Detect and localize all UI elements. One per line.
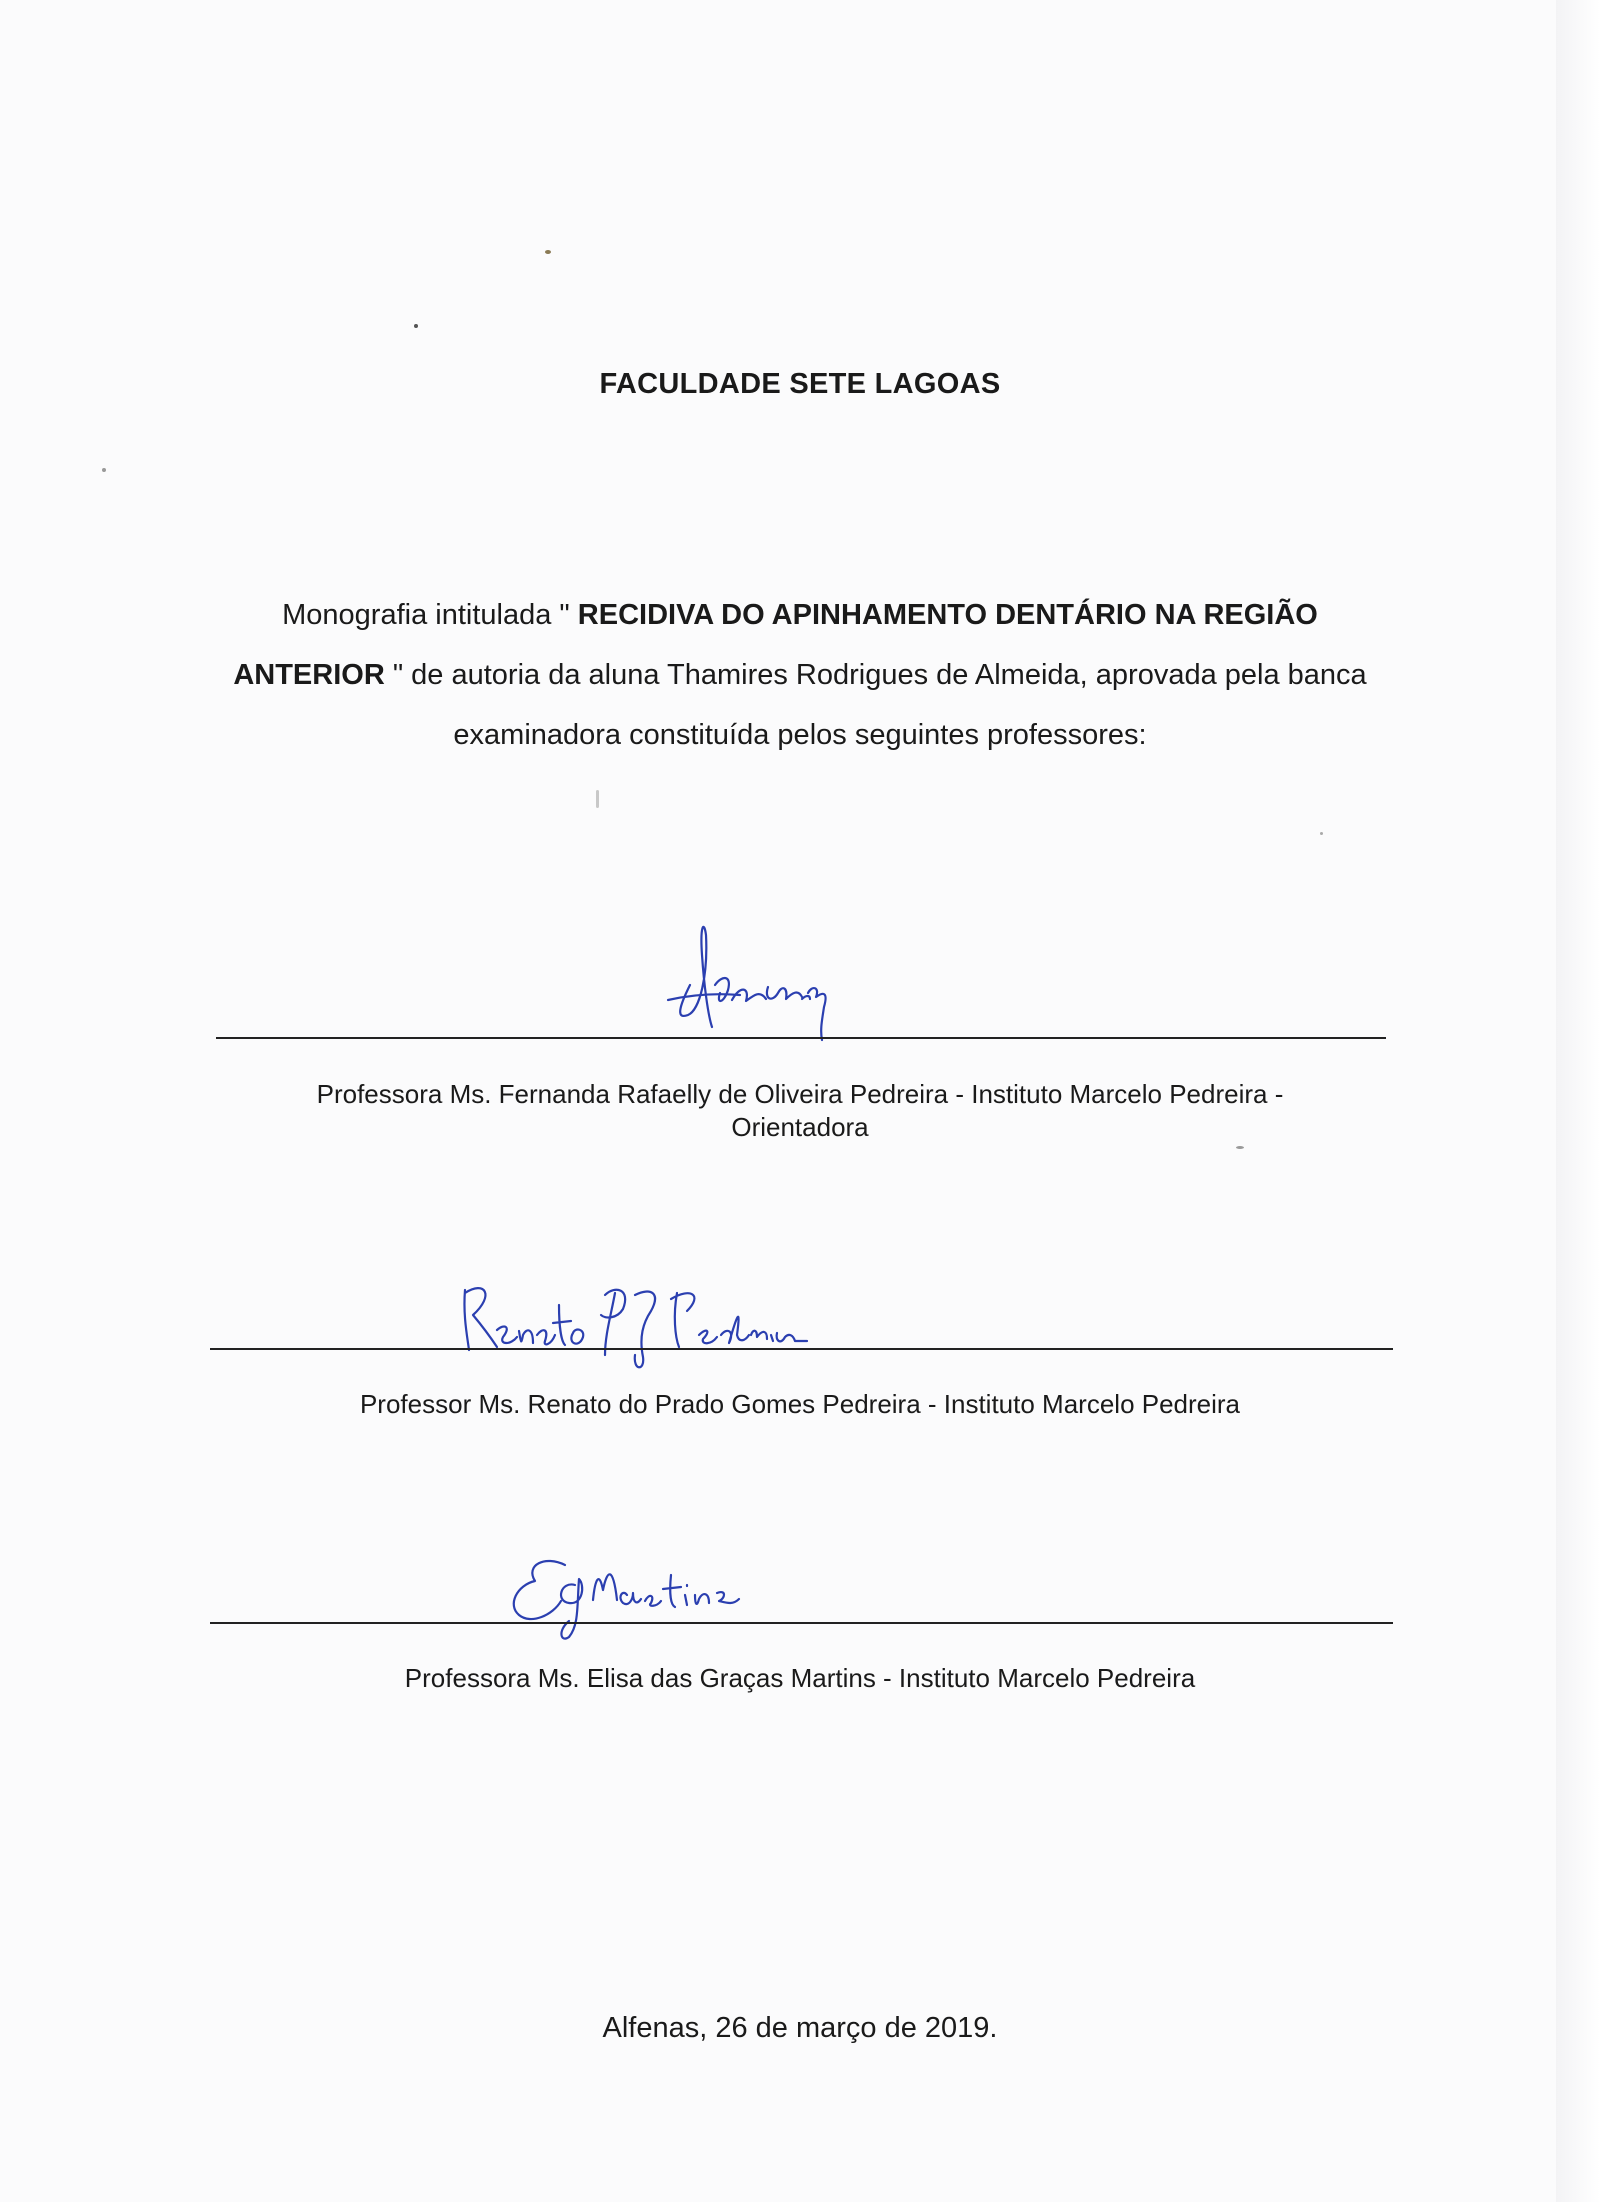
signature-elisa — [505, 1545, 805, 1645]
scan-speck — [1236, 1146, 1244, 1149]
examiner-3-name: Professora Ms. Elisa das Graças Martins - Instituto Marcelo Pedreira — [404, 1663, 1196, 1693]
institution-title: FACULDADE SETE LAGOAS — [599, 368, 1001, 400]
examiner-2-name: Professor Ms. Renato do Prado Gomes Pedreira - Instituto Marcelo Pedreira — [359, 1389, 1241, 1419]
scan-speck — [414, 324, 418, 328]
signature-line-1 — [216, 1037, 1386, 1039]
examiner-2-caption — [170, 1388, 1430, 1421]
signature-line-2 — [210, 1348, 1393, 1350]
examiner-1-name: Professora Ms. Fernanda Rafaelly de Oliveira Pedreira - Instituto Marcelo Pedreira - — [316, 1079, 1284, 1109]
examiner-3-caption — [170, 1662, 1430, 1695]
place-and-date: Alfenas, 26 de março de 2019. — [602, 2012, 998, 2044]
statement-suffix: " de autoria da aluna Thamires Rodrigues de Almeida, aprovada pela banca examinadora constituída pelos seguintes professores: — [384, 659, 1367, 751]
examiner-1-role: Orientadora — [731, 1112, 869, 1142]
scan-speck — [596, 790, 599, 808]
scan-speck — [1320, 832, 1323, 835]
approval-statement — [225, 585, 1375, 765]
scan-speck — [545, 250, 551, 254]
scan-speck — [102, 468, 106, 472]
signature-renato — [455, 1275, 815, 1375]
scan-edge-shadow — [1556, 0, 1600, 2202]
statement-prefix: Monografia intitulada " — [282, 599, 578, 631]
signature-line-3 — [210, 1622, 1393, 1624]
examiner-1-caption — [170, 1078, 1430, 1144]
signature-fernanda — [660, 915, 880, 1045]
thesis-title: RECIDIVA DO APINHAMENTO DENTÁRIO NA REGIÃO ANTERIOR — [233, 599, 1318, 691]
